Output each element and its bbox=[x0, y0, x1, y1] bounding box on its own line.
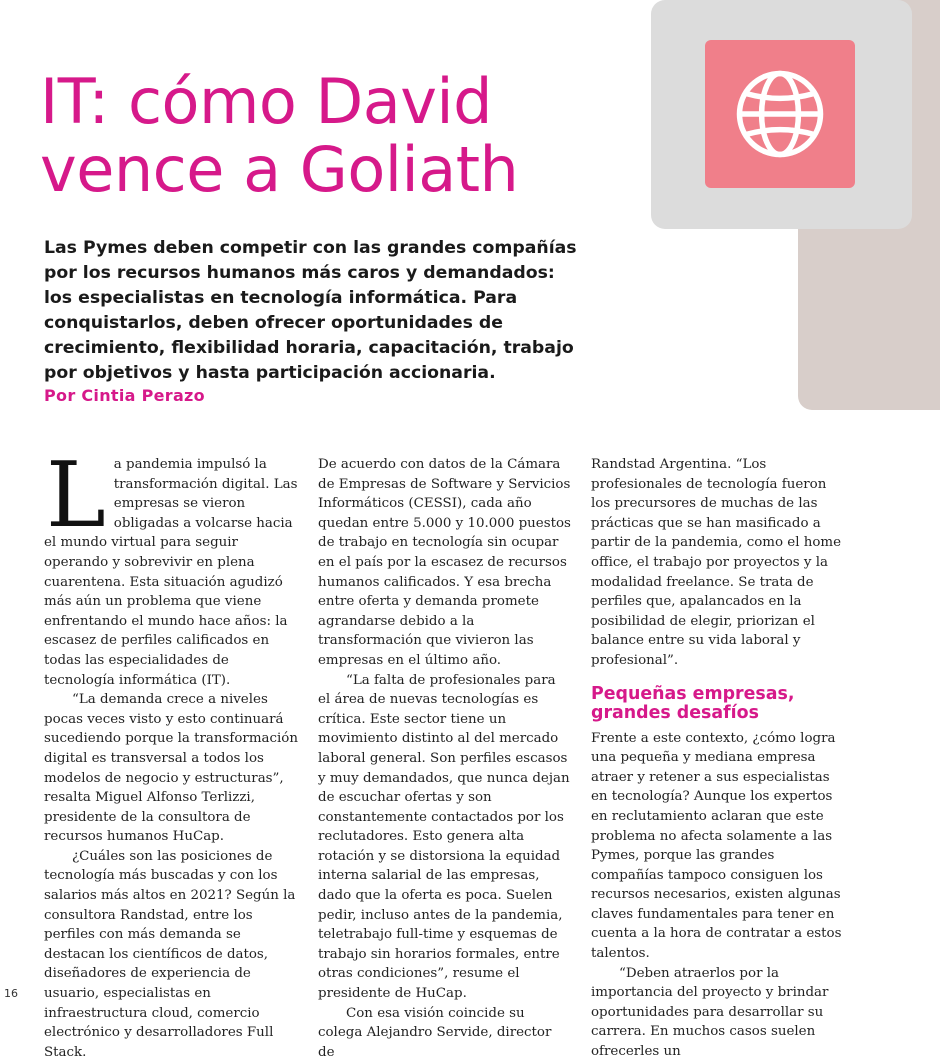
paragraph: ¿Cuáles son las posiciones de tecnología más buscadas y con los salarios más altos en 2021? Según la consultora Randstad, entre los perfiles con más demanda se destacan los científicos de datos, diseñadores de experiencia de usuario, especialistas en infraestructura cloud, comercio electrónico y desarrolladores Full Stack. bbox=[44, 848, 296, 1060]
section-subheading: Pequeñas empresas, grandes desafíos bbox=[591, 683, 795, 723]
paragraph: La pandemia impulsó la transformación digital. Las empresas se vieron obligadas a volcarse hacia el mundo virtual para seguir operando y sobrevivir en plena cuarentena. Esta situación agudizó más aún un problema que viene enfrentando el mundo hace años: la escasez de perfiles calificados en todas las especialidades de tecnología informática (IT). bbox=[44, 443, 298, 688]
title-line-2: vence a Goliath bbox=[40, 133, 519, 206]
paragraph: Con esa visión coincide su colega Alejandro Servide, director de bbox=[318, 1005, 552, 1060]
article-lead: Las Pymes deben competir con las grandes compañías por los recursos humanos más caros y demandados: los especialistas en tecnología informática. Para conquistarlos, deben ofrecer oportunidades de crecimiento, flexibilidad horaria, capacitación, trabajo por objetivos y hasta participación accionaria. bbox=[44, 238, 577, 383]
paragraph: “La demanda crece a niveles pocas veces visto y esto continuará sucediendo porque la transformación digital es transversal a todos los modelos de negocio y estructuras”, resalta Miguel Alfonso Terlizzi, presidente de la consultora de recursos humanos HuCap. bbox=[44, 692, 298, 845]
globe-icon bbox=[734, 68, 826, 160]
page-number: 16 bbox=[4, 987, 18, 1000]
article-title bbox=[40, 65, 519, 206]
article-column-2 bbox=[318, 455, 572, 1062]
article-column-1 bbox=[44, 443, 298, 1062]
article-column-3 bbox=[591, 455, 846, 1062]
title-line-1: IT: cómo David bbox=[40, 65, 493, 138]
drop-cap: L bbox=[46, 443, 106, 548]
paragraph: Randstad Argentina. “Los profesionales de tecnología fueron los precursores de muchas de las prácticas que se han masificado a partir de la pandemia, como el home office, el trabajo por proyectos y la modalidad freelance. Se trata de perfiles que, apalancados en la posibilidad de elegir, priorizan el balance entre su vida laboral y profesional”. bbox=[591, 457, 842, 668]
paragraph: Frente a este contexto, ¿cómo logra una pequeña y mediana empresa atraer y retener a sus especialistas en tecnología? Aunque los expertos en reclutamiento aclaran que este problema no afecta solamente a las Pymes, porque las grandes compañías tampoco consiguen los recursos necesarios, existen algunas claves fundamentales para tener en cuenta a la hora de contratar a estos talentos. bbox=[591, 730, 842, 962]
section-icon-box bbox=[705, 40, 855, 188]
article-byline: Por Cintia Perazo bbox=[44, 386, 205, 405]
paragraph: “La falta de profesionales para el área de nuevas tecnologías es crítica. Este sector tiene un movimiento distinto al del mercado laboral general. Son perfiles escasos y muy demandados, que nunca dejan de escuchar ofertas y son constantemente contactados por los reclutadores. Esto genera alta rotación y se distorsiona la equidad interna salarial de las empresas, dado que la oferta es poca. Suelen pedir, incluso antes de la pandemia, teletrabajo full-time y esquemas de trabajo sin horarios formales, entre otras condiciones”, resume el presidente de HuCap. bbox=[318, 672, 570, 1002]
paragraph: “Deben atraerlos por la importancia del proyecto y brindar oportunidades para desarrollar su carrera. En muchos casos suelen ofrecerles un bbox=[591, 965, 829, 1060]
paragraph: De acuerdo con datos de la Cámara de Empresas de Software y Servicios Informáticos (CESSI), cada año quedan entre 5.000 y 10.000 puestos de trabajo en tecnología sin ocupar en el país por la escasez de recursos humanos calificados. Y esa brecha entre oferta y demanda promete agrandarse debido a la transformación que vivieron las empresas en el último año. bbox=[318, 457, 571, 668]
